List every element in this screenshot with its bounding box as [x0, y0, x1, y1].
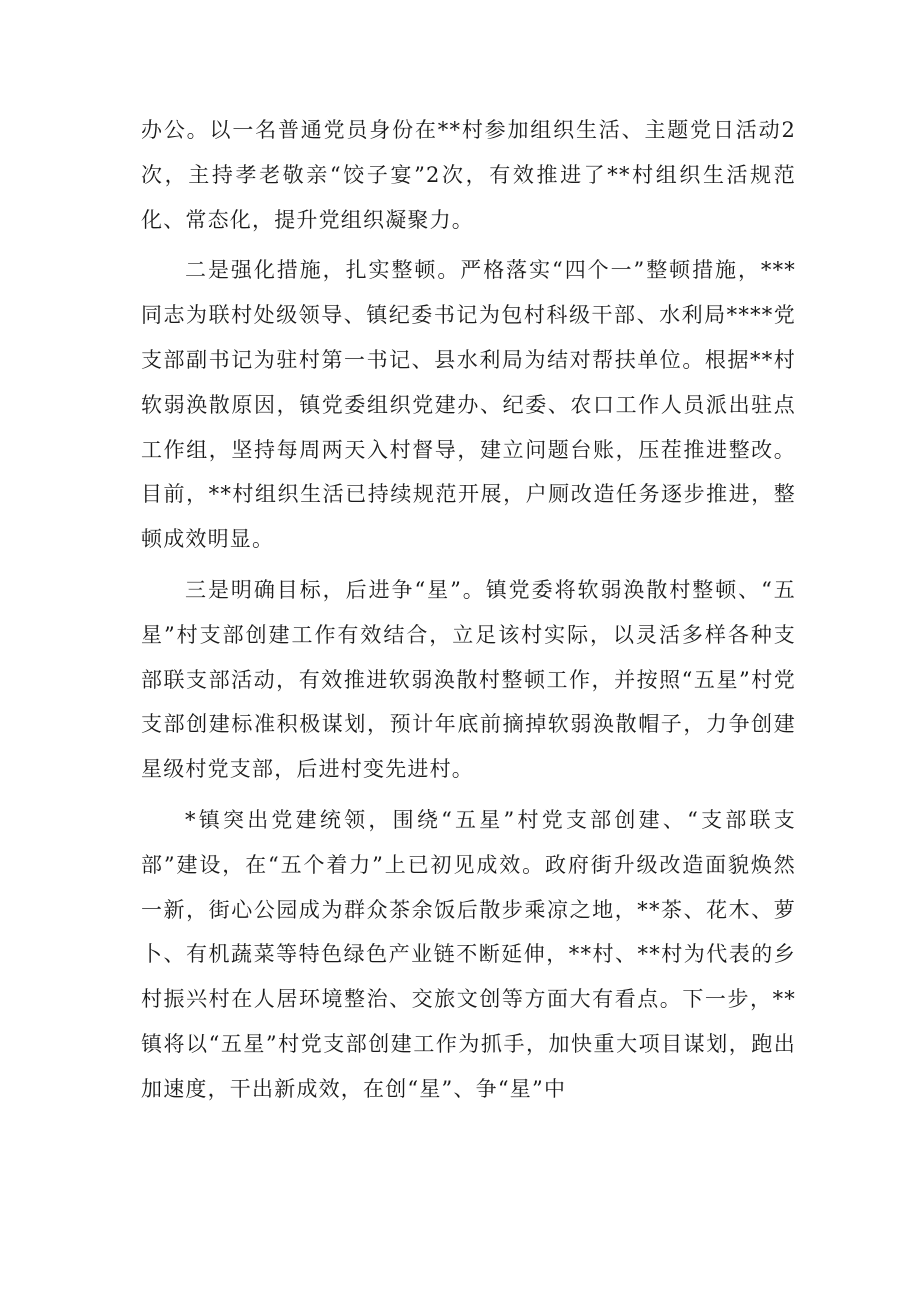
paragraph-town-summary: *镇突出党建统领，围绕“五星”村党支部创建、“支部联支部”建设，在“五个着力”上已初见成效。政府街升级改造面貌焕然一新，街心公园成为群众茶余饭后散步乘凉之地，**茶、花木、萝卜、有机蔬菜等特色绿色产业链不断延伸，**村、**村为代表的乡村振兴村在人居环境整治、交旅文创等方面大有看点。下一步，**镇将以“五星”村党支部创建工作为抓手，加快重大项目谋划，跑出加速度，干出新成效，在创“星”、争“星”中: [141, 807, 796, 1101]
document-body: [141, 108, 796, 1118]
paragraph-continuation: 办公。以一名普通党员身份在**村参加组织生活、主题党日活动2次，主持孝老敬亲“饺子宴”2次，有效推进了**村组织生活规范化、常态化，提升党组织凝聚力。: [141, 118, 796, 232]
paragraph-clear-goals: 三是明确目标，后进争“星”。镇党委将软弱涣散村整顿、“五星”村支部创建工作有效结合，立足该村实际，以灵活多样各种支部联支部活动，有效推进软弱涣散村整顿工作，并按照“五星”村党支部创建标准积极谋划，预计年底前摘掉软弱涣散帽子，力争创建星级村党支部，后进村变先进村。: [141, 577, 796, 782]
paragraph-strengthen-measures: 二是强化措施，扎实整顿。严格落实“四个一”整顿措施，***同志为联村处级领导、镇纪委书记为包村科级干部、水利局****党支部副书记为驻村第一书记、县水利局为结对帮扶单位。根据**村软弱涣散原因，镇党委组织党建办、纪委、农口工作人员派出驻点工作组，坚持每周两天入村督导，建立问题台账，压茬推进整改。目前，**村组织生活已持续规范开展，户厕改造任务逐步推进，整顿成效明显。: [141, 258, 796, 552]
